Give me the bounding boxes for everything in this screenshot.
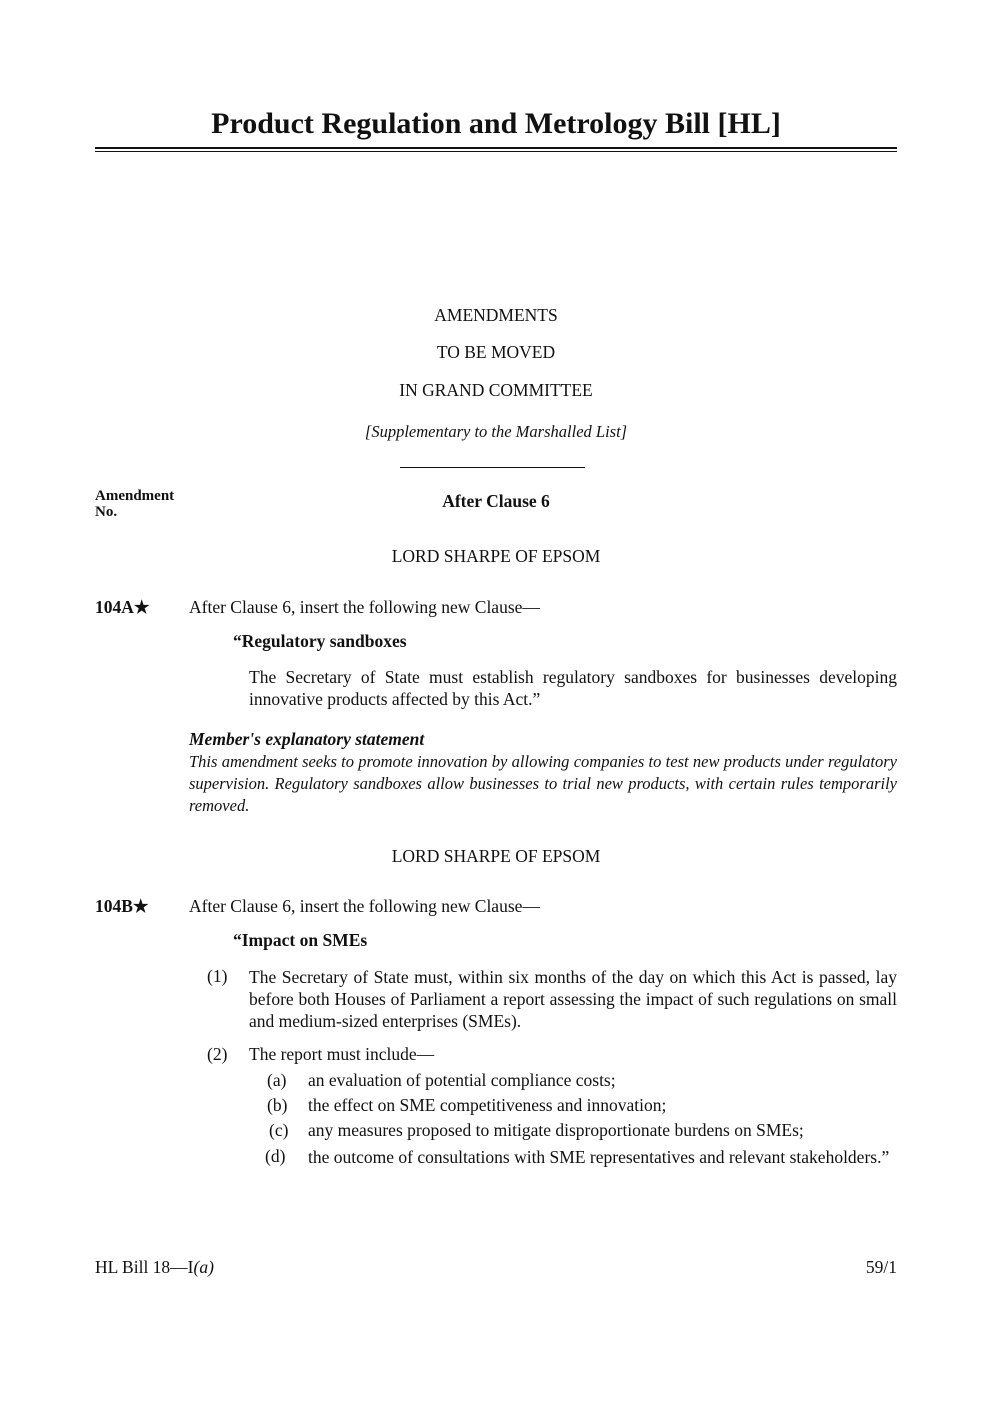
subsection-number: (2) — [207, 1044, 228, 1064]
footer-bill-ref-suffix: (a) — [193, 1257, 214, 1277]
explanatory-statement: This amendment seeks to promote innovation by allowing companies to test new products under regulatory supervision. Regulatory sandboxes allow businesses to trial new products, with certain rules temporarily removed. — [189, 752, 897, 815]
section-divider — [400, 467, 585, 468]
clause-title: “Impact on SMEs — [233, 930, 368, 950]
sponsor: LORD SHARPE OF EPSOM — [391, 846, 601, 866]
statement-heading: Member's explanatory statement — [189, 729, 425, 749]
subsection-text: The report must include— — [249, 1044, 435, 1064]
intro-line-2: TO BE MOVED — [436, 342, 556, 362]
paragraph-number: (b) — [267, 1095, 288, 1115]
amendment-label-line-1: Amendment — [95, 488, 175, 504]
footer-page-ref: 59/1 — [865, 1257, 897, 1277]
intro-note: [Supplementary to the Marshalled List] — [364, 422, 628, 441]
amendment-number: 104A★ — [95, 597, 150, 617]
amendment-label-line-2: No. — [95, 504, 118, 520]
clause-text: The Secretary of State must establish regulatory sandboxes for businesses developing innovative products affected by this Act.” — [249, 667, 897, 709]
paragraph-text: the outcome of consultations with SME representatives and relevant stakeholders.” — [308, 1147, 890, 1167]
paragraph-number: (a) — [267, 1070, 287, 1090]
section-heading: After Clause 6 — [442, 491, 550, 511]
amendment-instruction: After Clause 6, insert the following new Clause— — [189, 597, 540, 617]
sponsor: LORD SHARPE OF EPSOM — [391, 546, 601, 566]
amendment-number: 104B★ — [95, 896, 149, 916]
document-title: Product Regulation and Metrology Bill [HL] — [211, 107, 781, 140]
paragraph-text: the effect on SME competitiveness and innovation; — [308, 1095, 667, 1115]
intro-line-1: AMENDMENTS — [434, 305, 558, 325]
title-rule — [95, 147, 897, 149]
clause-title: “Regulatory sandboxes — [233, 631, 407, 651]
paragraph-text: any measures proposed to mitigate disproportionate burdens on SMEs; — [308, 1120, 804, 1140]
subsection-number: (1) — [207, 966, 228, 986]
paragraph-number: (c) — [269, 1120, 289, 1140]
amendment-instruction: After Clause 6, insert the following new Clause— — [189, 896, 540, 916]
subsection-text: The Secretary of State must, within six months of the day on which this Act is passed, lay before both Houses of Parliament a report assessing the impact of such regulations on small and medium-sized enterprises (SMEs). — [249, 967, 897, 1031]
intro-line-3: IN GRAND COMMITTEE — [399, 380, 593, 400]
footer-bill-ref — [95, 1257, 214, 1278]
paragraph-text: an evaluation of potential compliance costs; — [308, 1070, 616, 1090]
title-rule-thin — [95, 151, 897, 152]
paragraph-number: (d) — [265, 1146, 286, 1166]
footer-bill-ref-main: HL Bill 18—I — [95, 1257, 194, 1277]
